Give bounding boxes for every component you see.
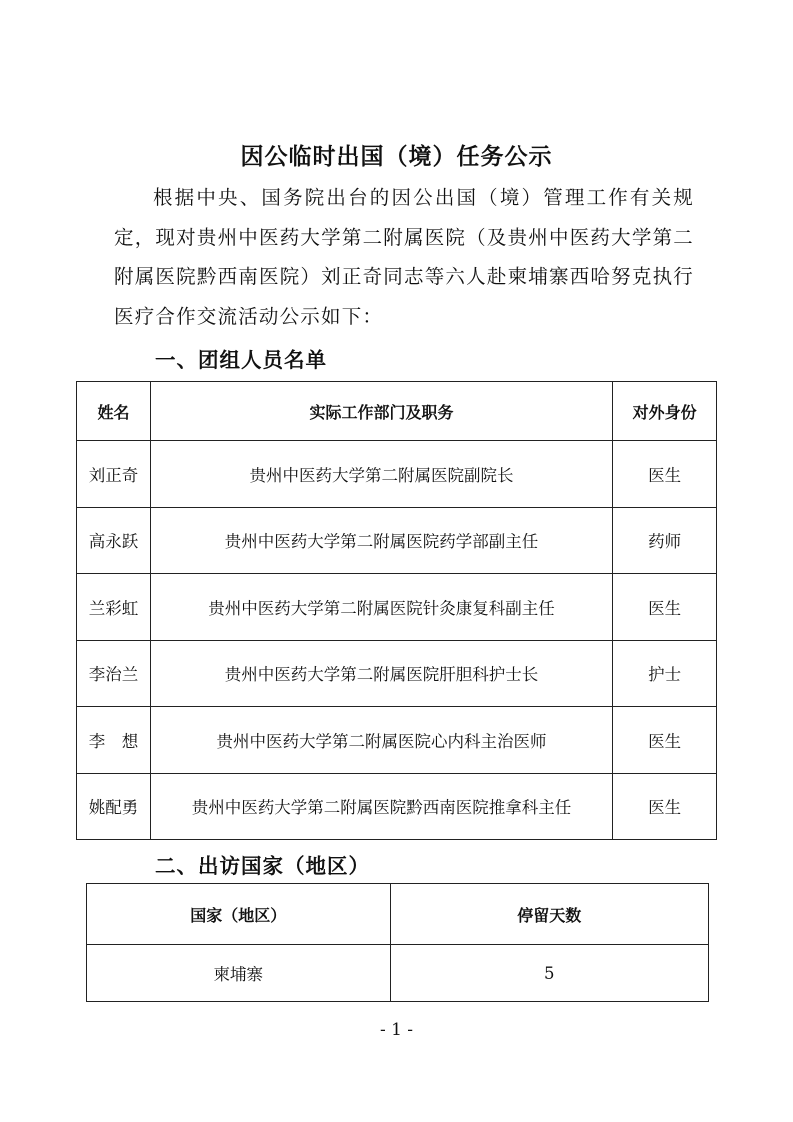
page-title: 因公临时出国（境）任务公示	[240, 144, 553, 170]
header-dept: 实际工作部门及职务	[150, 382, 612, 441]
destination-table	[86, 883, 709, 1002]
cell-role: 医生	[613, 773, 717, 840]
page-number: - 1 -	[379, 1020, 414, 1040]
cell-country: 柬埔寨	[87, 945, 391, 1002]
cell-role: 药师	[613, 507, 717, 574]
cell-role: 医生	[613, 707, 717, 774]
section-heading-members: 一、团组人员名单	[155, 348, 327, 372]
members-table	[76, 381, 717, 840]
table-row	[77, 507, 717, 574]
cell-name: 高永跃	[77, 507, 151, 574]
intro-paragraph	[114, 178, 694, 336]
cell-name: 李治兰	[77, 640, 151, 707]
table-row	[77, 773, 717, 840]
header-country: 国家（地区）	[87, 884, 391, 945]
cell-role: 医生	[613, 574, 717, 641]
table-row	[77, 640, 717, 707]
cell-dept: 贵州中医药大学第二附属医院药学部副主任	[150, 507, 612, 574]
cell-days: 5	[390, 945, 708, 1002]
cell-name: 姚配勇	[77, 773, 151, 840]
cell-name: 刘正奇	[77, 441, 151, 508]
section-heading-destination: 二、出访国家（地区）	[155, 854, 370, 878]
cell-dept: 贵州中医药大学第二附属医院黔西南医院推拿科主任	[150, 773, 612, 840]
table-row	[77, 441, 717, 508]
header-role: 对外身份	[613, 382, 717, 441]
cell-role: 护士	[613, 640, 717, 707]
table-row	[87, 945, 709, 1002]
cell-dept: 贵州中医药大学第二附属医院肝胆科护士长	[150, 640, 612, 707]
intro-text: 根据中央、国务院出台的因公出国（境）管理工作有关规定，现对贵州中医药大学第二附属医院（及贵州中医药大学第二附属医院黔西南医院）刘正奇同志等六人赴柬埔寨西哈努克执行医疗合作交流活动公示如下：	[114, 186, 694, 328]
cell-dept: 贵州中医药大学第二附属医院心内科主治医师	[150, 707, 612, 774]
cell-dept: 贵州中医药大学第二附属医院针灸康复科副主任	[150, 574, 612, 641]
cell-dept: 贵州中医药大学第二附属医院副院长	[150, 441, 612, 508]
table-header-row	[87, 884, 709, 945]
cell-name: 李 想	[77, 707, 151, 774]
table-row	[77, 574, 717, 641]
header-days: 停留天数	[390, 884, 708, 945]
cell-name: 兰彩虹	[77, 574, 151, 641]
table-row	[77, 707, 717, 774]
cell-role: 医生	[613, 441, 717, 508]
header-name: 姓名	[77, 382, 151, 441]
table-header-row	[77, 382, 717, 441]
